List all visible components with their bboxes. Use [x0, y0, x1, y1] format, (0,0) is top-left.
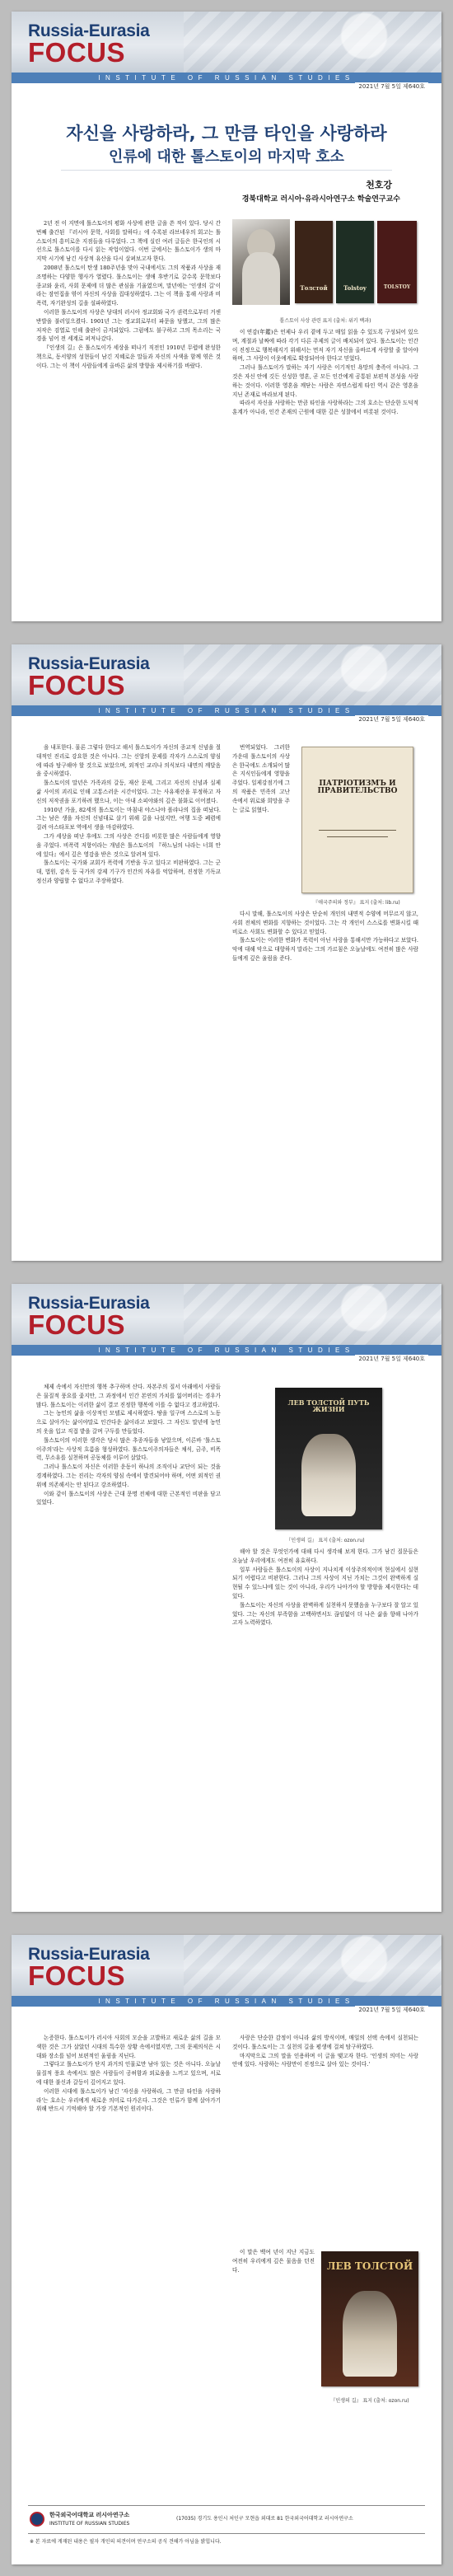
brand-russia-eurasia: Russia-Eurasia — [28, 654, 150, 673]
page-3 — [12, 1284, 441, 1912]
page2-column-right-top — [232, 743, 290, 892]
tolstoy-portrait-image — [232, 219, 290, 305]
paragraph: 을 내포한다. 물론 그렇다 한다고 해서 톨스토이가 자신의 종교적 신념을 절대적인 진리로 강요한 것은 아니다. 그는 신앙의 문제를 각자가 스스로의 양심에 따라 탐구해야 할 것으로 보았으며, 외적인 교리나 의식보다 내면의 깨달음을 중시하였다. — [36, 744, 221, 778]
paragraph: 톨스토이의 말년은 가족과의 갈등, 재산 문제, 그리고 자신의 신념과 실제 삶 사이의 괴리로 인해 고통스러운 시간이었다. 그는 사유재산을 부정하고 자신의 저작권을 포기하려 했으나, 이는 아내 소피야와의 깊은 불화로 이어졌다. — [36, 780, 221, 804]
footer-org-name-en: INSTITUTE OF RUSSIAN STUDIES — [49, 2521, 130, 2527]
paragraph: 마지막으로 그의 말을 인용하며 이 글을 맺고자 한다. '인생의 의미는 사랑 안에 있다. 사랑하는 사람만이 진정으로 살아 있는 것이다.' — [232, 2052, 418, 2068]
brand-focus: FOCUS — [28, 1960, 125, 1991]
author-name: 천호강 — [366, 180, 392, 190]
institute-logo-icon — [30, 2512, 44, 2527]
page2-column-left — [36, 743, 221, 1238]
paragraph: 그러나 톨스토이가 말하는 자기 사랑은 이기적인 욕망의 충족이 아니다. 그것은 자신 안에 깃든 신성한 영혼, 곧 모든 인간에게 공통된 보편적 본성을 사랑하는 것이다. 이러한 영혼을 깨닫는 사람은 자연스럽게 타인 역시 같은 영혼을 지닌 존재로 바라보게 된다. — [232, 364, 418, 398]
institute-bar: INSTITUTE OF RUSSIAN STUDIES — [12, 1345, 441, 1356]
book-cover-image — [275, 1388, 382, 1529]
paragraph: 이러한 톨스토이의 사상은 당대의 러시아 정교회와 국가 권력으로부터 거센 반발을 불러일으켰다. 1901년 그는 정교회로부터 파문을 당했고, 그의 많은 저작은 검열로 인해 출판이 금지되었다. 그럼에도 불구하고 그의 목소리는 국경을 넘어 전 세계로 퍼져나갔다. — [36, 308, 221, 343]
footer-address: (17035) 경기도 용인시 처인구 모현읍 외대로 81 한국외국어대학교 러시아연구소 — [176, 2516, 353, 2522]
paragraph: 이 말은 백여 년이 지난 지금도 여전히 우리에게 깊은 물음을 던진다. — [232, 2249, 315, 2274]
issue-date: 2021년 7월 5일 제640호 — [355, 715, 428, 724]
article-title: 자신을 사랑하라, 그 만큼 타인을 사랑하라 — [66, 124, 387, 143]
paragraph: 톨스토이는 이러한 변화가 폭력이 아닌 사랑을 통해서만 가능하다고 보았다. 악에 대해 악으로 대항하지 말라는 그의 가르침은 오늘날에도 여전히 많은 사람들에게 깊은 울림을 준다. — [232, 937, 418, 962]
page3-figure — [250, 1388, 407, 1533]
paragraph: 다시 말해, 톨스토이의 사상은 단순히 개인의 내면적 수양에 머무르지 않고, 사회 전체의 변화를 지향하는 것이었다. 그는 각 개인이 스스로를 변화시킬 때 비로소 사회도 변화할 수 있다고 믿었다. — [232, 911, 418, 935]
footer-disclaimer: ※ 본 자료에 게재된 내용은 필자 개인의 의견이며 연구소의 공식 견해가 아님을 밝힙니다. — [30, 2539, 222, 2545]
issue-date: 2021년 7월 5일 제640호 — [355, 1355, 428, 1363]
paragraph: 이 연감(年鑑)은 언제나 우리 곁에 두고 매일 읽을 수 있도록 구성되어 있으며, 계절과 날짜에 따라 각기 다른 주제의 글이 배치되어 있다. 톨스토이는 인간이 진정으로 행복해지기 위해서는 먼저 자기 자신을 올바르게 사랑할 줄 알아야 하며, 그 사랑이 이웃에게로 확장되어야 한다고 믿었다. — [232, 329, 418, 363]
institute-bar: INSTITUTE OF RUSSIAN STUDIES — [12, 705, 441, 716]
book-title: ЛЕВ ТОЛСТОЙ — [326, 2260, 413, 2272]
page4-column-left — [36, 2034, 221, 2495]
title-divider — [61, 170, 392, 171]
figure-caption: 『인생의 길』 표지 (출처: ozon.ru) — [286, 1538, 365, 1543]
masthead — [12, 1935, 441, 2014]
paragraph: 해야 할 것은 무엇인가에 대해 다시 생각해 보게 한다. 그가 남긴 질문들은 오늘날 우리에게도 여전히 유효하다. — [232, 1548, 418, 1564]
book-cover-image — [295, 221, 333, 303]
figure-caption: 『인생의 길』 표지 (출처: ozon.ru) — [330, 2398, 409, 2404]
brand-focus: FOCUS — [28, 1309, 125, 1340]
page1-column-right — [232, 328, 418, 598]
page2-figure — [295, 747, 418, 895]
brand-focus: FOCUS — [28, 670, 125, 700]
brand-russia-eurasia: Russia-Eurasia — [28, 21, 150, 40]
paragraph: 일부 사람들은 톨스토이의 사상이 지나치게 이상주의적이며 현실에서 실현되기 어렵다고 비판한다. 그러나 그의 사상이 지닌 가치는 그것이 완벽하게 실현될 수 있느냐에 있는 것이 아니라, 우리가 나아가야 할 방향을 제시한다는 데 있다. — [232, 1566, 418, 1599]
book-title: Толстой — [300, 284, 328, 292]
figure-caption: 『애국주의와 정부』 표지 (출처: lib.ru) — [313, 900, 400, 906]
paragraph: 이와 같이 톨스토이의 사상은 근대 문명 전체에 대한 근본적인 비판을 담고 있었다. — [36, 1490, 221, 1506]
institute-bar: INSTITUTE OF RUSSIAN STUDIES — [12, 73, 441, 83]
page-2 — [12, 644, 441, 1261]
footer-org-name: 한국외국어대학교 러시아연구소 — [49, 2512, 130, 2518]
institute-bar: INSTITUTE OF RUSSIAN STUDIES — [12, 1996, 441, 2007]
masthead — [12, 1284, 441, 1363]
page-4 — [12, 1935, 441, 2564]
masthead — [12, 12, 441, 91]
footer-divider — [28, 2505, 425, 2506]
page1-figure — [232, 219, 418, 311]
paragraph: 그러나 톨스토이 자신은 이러한 운동이 하나의 조직이나 교단이 되는 것을 경계하였다. 그는 진리는 각자의 양심 속에서 발견되어야 하며, 어떤 외적인 권위에 의존해서는 안 된다고 강조하였다. — [36, 1464, 221, 1488]
page2-column-right — [232, 910, 418, 1238]
brand-russia-eurasia: Russia-Eurasia — [28, 1294, 150, 1313]
author-affiliation: 경북대학교 러시아·유라시아연구소 학술연구교수 — [241, 195, 400, 204]
paragraph: 번역되었다. 그러한 가운데 톨스토이의 사상은 한국에도 소개되어 많은 지식인들에게 영향을 주었다. 일제강점기에 그의 작품은 민족의 고난 속에서 위로와 희망을 주는 글로 읽혔다. — [232, 744, 290, 813]
masthead — [12, 644, 441, 724]
issue-date: 2021년 7월 5일 제640호 — [355, 2006, 428, 2014]
page3-column-left — [36, 1383, 221, 1885]
book-title: ПАТРІОТИЗМЪ И ПРАВИТЕЛЬСТВО — [317, 780, 398, 796]
page4-column-right-top — [232, 2034, 418, 2240]
paragraph: 이러한 시대에 톨스토이가 남긴 '자신을 사랑하라, 그 만큼 타인을 사랑하라'는 호소는 우리에게 새로운 의미로 다가온다. 그것은 인류가 함께 살아가기 위해 반드시 기억해야 할 가장 기본적인 원리이다. — [36, 2087, 221, 2113]
page4-figure — [321, 2251, 418, 2391]
paragraph: 톨스토이는 국가와 교회가 폭력에 기반을 두고 있다고 비판하였다. 그는 군대, 법원, 감옥 등 국가의 강제 기구가 인간의 자유를 억압하며, 진정한 기독교 정신과 양립할 수 없다고 주장하였다. — [36, 859, 221, 884]
book-title: Tolstoy — [343, 284, 367, 292]
article-subtitle: 인류에 대한 톨스토이의 마지막 호소 — [109, 148, 344, 166]
paragraph: 체제 속에서 자신만의 행복 추구하며 산다. 자본주의 질서 아래에서 사람들은 물질적 풍요를 좇지만, 그 과정에서 인간 본연의 가치를 잃어버리는 경우가 많다. 톨스토이는 이러한 삶이 결코 진정한 행복에 이를 수 없다고 경고하였다. — [36, 1384, 221, 1408]
paragraph: 2년 전 이 지면에 톨스토이의 평화 사상에 관한 글을 쓴 적이 있다. 당시 간 번째 출간된 『러시아 문학, 사회를 말하다』에 수록된 라브네우의 회고는 톨스토이의 흥미로운 지점들을 다루었다. 그 책에 실린 여러 글들은 한국인의 시선으로 톨스토이를 다시 읽는 작업이었다. 이번 글에서는 톨스토이가 생의 마지막 시기에 남긴 사상적 유산을 다시 살펴보고자 한다. — [36, 220, 221, 263]
paragraph: 그렇다고 톨스토이가 단지 과거의 인물로만 남아 있는 것은 아니다. 오늘날 물질적 풍요 속에서도 많은 사람들이 공허함과 외로움을 느끼고 있으며, 서로에 대한 불신과 갈등이 깊어지고 있다. — [36, 2061, 221, 2086]
book-cover-image — [301, 747, 413, 893]
paragraph: 톨스토이는 자신의 사상을 완벽하게 실천하지 못했음을 누구보다 잘 알고 있었다. 그는 자신의 부족함을 고백하면서도 끊임없이 더 나은 삶을 향해 나아가고자 노력하였다. — [232, 1601, 418, 1627]
paragraph: 『인생의 길』은 톨스토이가 세상을 떠나기 직전인 1910년 무렵에 완성한 책으로, 동서양의 성현들이 남긴 지혜로운 말들과 자신의 사색을 함께 엮은 것이다. 그는 이 책이 사람들에게 올바른 삶의 방향을 제시하기를 바랐다. — [36, 344, 221, 369]
page1-column-left — [36, 219, 221, 598]
paragraph: 논증한다. 톨스토이가 러시아 사회의 모순을 고발하고 새로운 삶의 길을 모색한 것은 그가 살았던 시대의 특수한 상황 속에서였지만, 그의 문제의식은 시대와 장소를 넘어 보편적인 울림을 지닌다. — [36, 2035, 221, 2059]
book-title: TOLSTOY — [383, 284, 411, 290]
issue-date: 2021년 7월 5일 제640호 — [355, 82, 428, 91]
brand-russia-eurasia: Russia-Eurasia — [28, 1945, 150, 1964]
book-title: ЛЕВ ТОЛСТОЙ ПУТЬ ЖИЗНИ — [287, 1398, 370, 1414]
book-cover-image — [377, 221, 417, 303]
figure-caption: 톨스토이 사상 관련 표지 (출처: 위키 백과) — [279, 318, 371, 324]
paragraph: 그는 농민의 삶을 이상적인 모델로 제시하였다. 땅을 일구며 스스로의 노동으로 살아가는 삶이야말로 인간다운 삶이라고 보았다. 그 자신도 말년에 농민의 옷을 입고 직접 밭을 갈며 구두를 만들었다. — [36, 1410, 221, 1435]
paragraph: 톨스토이의 이러한 생각은 당시 많은 추종자들을 낳았으며, 이른바 '톨스토이주의'라는 사상적 흐름을 형성하였다. 톨스토이주의자들은 채식, 금주, 비폭력, 무소유를 실천하며 공동체를 이루어 살았다. — [36, 1436, 221, 1462]
book-cover-image — [336, 221, 374, 303]
page-1 — [12, 12, 441, 621]
paragraph: 2008년 톨스토이 탄생 180주년을 맞아 국내에서도 그의 작품과 사상을 재조명하는 다양한 행사가 열렸다. 톨스토이는 생애 후반기로 갈수록 문학보다 종교와 윤리, 사회 문제에 더 많은 관심을 기울였으며, 말년에는 '인생의 길'이라는 잠언집을 엮어 자신의 사상을 집대성하였다. 그는 이 책을 통해 사랑과 비폭력, 자기완성의 길을 설파하였다. — [36, 264, 221, 307]
paragraph: 따라서 자신을 사랑하는 만큼 타인을 사랑하라는 그의 호소는 단순한 도덕적 훈계가 아니라, 인간 존재의 근원에 대한 깊은 성찰에서 비롯된 것이다. — [232, 400, 418, 416]
paragraph: 1910년 가을, 82세의 톨스토이는 마침내 야스나야 폴랴나의 집을 떠났다. 그는 남은 생을 자신의 신념대로 살기 위해 길을 나섰지만, 여행 도중 폐렴에 걸려 아스타포보 역에서 생을 마감하였다. — [36, 806, 221, 831]
footer-divider — [28, 2533, 425, 2534]
brand-focus: FOCUS — [28, 37, 125, 68]
book-cover-image — [321, 2251, 418, 2386]
page4-column-right-bottom — [232, 2248, 315, 2495]
paragraph: 그가 세상을 떠난 후에도 그의 사상은 간디를 비롯한 많은 사람들에게 영향을 주었다. 비폭력 저항이라는 개념은 톨스토이의 『하느님의 나라는 너희 안에 있다』에서 깊은 영감을 받은 것으로 알려져 있다. — [36, 832, 221, 858]
page3-column-right — [232, 1548, 418, 1885]
paragraph: 사랑은 단순한 감정이 아니라 삶의 방식이며, 매일의 선택 속에서 실천되는 것이다. 톨스토이는 그 실천의 길을 평생에 걸쳐 탐구하였다. — [232, 2035, 418, 2050]
